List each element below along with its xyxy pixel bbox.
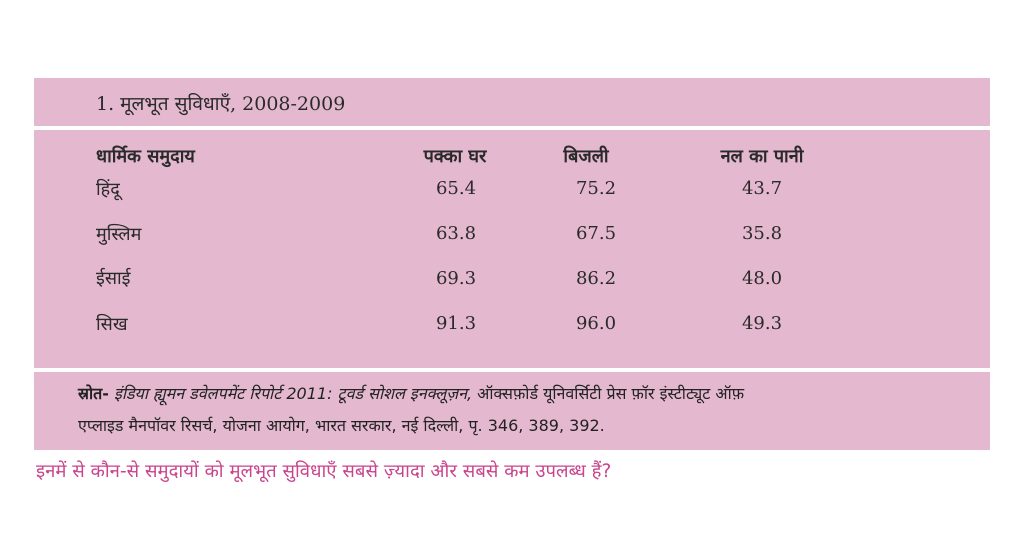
- row-label-sikh: सिख: [96, 314, 128, 335]
- source-line-2: एप्लाइड मैनपॉवर रिसर्च, योजना आयोग, भारत सरकार, नई दिल्ली, पृ. 346, 389, 392.: [78, 416, 605, 435]
- cell-hindu-pucca-house: 65.4: [435, 178, 477, 199]
- header-pucca-house: पक्का घर: [423, 146, 487, 167]
- cell-christian-pucca-house: 69.3: [435, 268, 477, 289]
- source-publisher: ऑक्सफ़ोर्ड यूनिवर्सिटी प्रेस फ़ॉर इंस्टीट्यूट ऑफ़: [472, 384, 745, 403]
- cell-christian-electricity: 86.2: [575, 268, 617, 289]
- cell-hindu-electricity: 75.2: [575, 178, 617, 199]
- data-table: [34, 130, 990, 368]
- cell-muslim-electricity: 67.5: [575, 223, 617, 244]
- question-text: इनमें से कौन-से समुदायों को मूलभूत सुविधाएँ सबसे ज़्यादा और सबसे कम उपलब्ध हैं?: [36, 461, 612, 482]
- header-electricity: बिजली: [563, 146, 609, 167]
- cell-hindu-tap-water: 43.7: [741, 178, 783, 199]
- source-line-1: [78, 382, 744, 404]
- header-community: धार्मिक समुदाय: [96, 146, 195, 167]
- row-label-christian: ईसाई: [96, 268, 131, 289]
- source-label: स्रोत-: [78, 384, 109, 403]
- source-report-title: इंडिया ह्यूमन डवेलपमेंट रिपोर्ट 2011: टूवर्ड सोशल इनक्लूज़न,: [108, 384, 473, 403]
- table-title: 1. मूलभूत सुविधाएँ, 2008-2009: [96, 93, 346, 115]
- cell-christian-tap-water: 48.0: [741, 268, 783, 289]
- source-note: [34, 372, 990, 450]
- row-label-muslim: मुस्लिम: [96, 224, 142, 245]
- title-band: [34, 78, 990, 126]
- row-label-hindu: हिंदू: [96, 179, 120, 200]
- cell-muslim-tap-water: 35.8: [741, 223, 783, 244]
- cell-sikh-tap-water: 49.3: [741, 313, 783, 334]
- cell-muslim-pucca-house: 63.8: [435, 223, 477, 244]
- cell-sikh-electricity: 96.0: [575, 313, 617, 334]
- header-tap-water: नल का पानी: [720, 146, 804, 167]
- cell-sikh-pucca-house: 91.3: [435, 313, 477, 334]
